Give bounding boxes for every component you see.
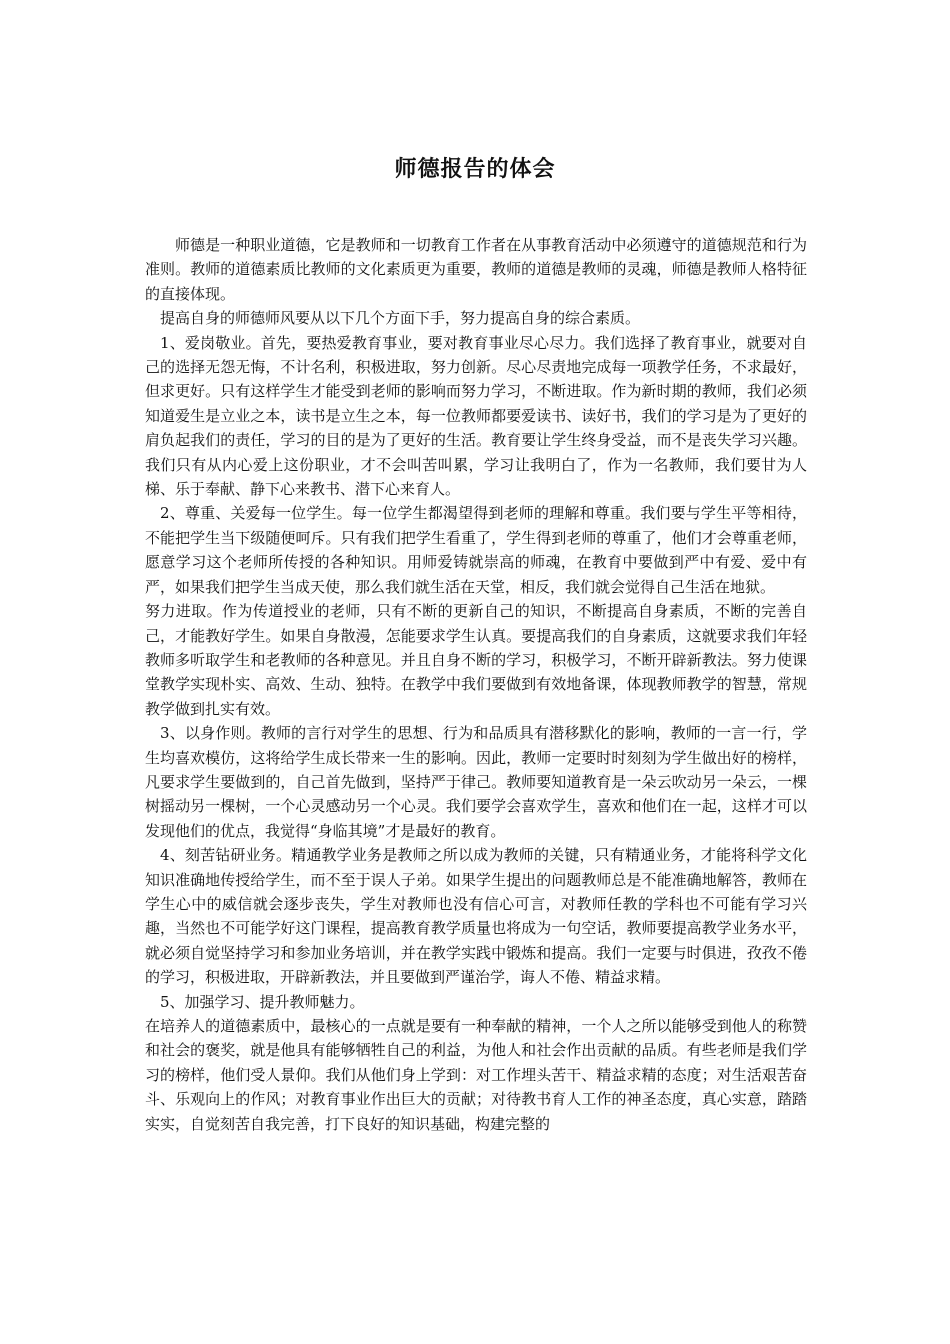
paragraph-point-5-heading: 5、加强学习、提升教师魅力。 bbox=[160, 992, 365, 1011]
paragraph-point-1: 1、爱岗敬业。首先，要热爱教育事业，要对教育事业尽心尽力。我们选择了教育事业，就要对自己的选择无怨无悔，不计名利，积极进取，努力创新。尽心尽责地完成每一项教学任务，不求最好，但求更好。只有这样学生才能受到老师的影响而努力学习，不断进取。作为新时期的教师，我们必须知道爱生是立业之本，读书是立生之本，每一位教师都要爱读书、读好书，我们的学习是为了更好的肩负起我们的责任，学习的目的是为了更好的生活。教育要让学生终身受益，而不是丧失学习兴趣。我们只有从内心爱上这份职业，才不会叫苦叫累，学习让我明白了，作为一名教师，我们要甘为人梯、乐于奉献、静下心来教书、潜下心来育人。 bbox=[145, 333, 807, 499]
paragraph-point-4: 4、刻苦钻研业务。精通教学业务是教师之所以成为教师的关键，只有精通业务，才能将科学文化知识准确地传授给学生，而不至于误人子弟。如果学生提出的问题教师总是不能准确地解答，教师在学生心中的威信就会逐步丧失，学生对教师也没有信心可言，对教师任教的学科也不可能有学习兴趣，当然也不可能学好这门课程，提高教育教学质量也将成为一句空话，教师要提高教学业务水平，就必须自觉坚持学习和参加业务培训，并在教学实践中锻炼和提高。我们一定要与时俱进，孜孜不倦的学习，积极进取，开辟新教法，并且要做到严谨治学，诲人不倦、精益求精。 bbox=[145, 846, 807, 987]
paragraph-point-3: 3、以身作则。教师的言行对学生的思想、行为和品质具有潜移默化的影响，教师的一言一行，学生均喜欢模仿，这将给学生成长带来一生的影响。因此，教师一定要时时刻刻为学生做出好的榜样，凡要求学生要做到的，自己首先做到，坚持严于律己。教师要知道教育是一朵云吹动另一朵云，一棵树摇动另一棵树，一个心灵感动另一个心灵。我们要学会喜欢学生，喜欢和他们在一起，这样才可以发现他们的优点，我觉得“身临其境”才是最好的教育。 bbox=[145, 724, 807, 840]
paragraph-overview: 提高自身的师德师风要从以下几个方面下手，努力提高自身的综合素质。 bbox=[160, 309, 641, 328]
paragraph-intro: 师德是一种职业道德，它是教师和一切教育工作者在从事教育活动中必须遵守的道德规范和行为准则。教师的道德素质比教师的文化素质更为重要，教师的道德是教师的灵魂，师德是教师人格特征的直接体现。 bbox=[145, 236, 807, 303]
document-title: 师德报告的体会 bbox=[394, 157, 556, 182]
document-body bbox=[145, 233, 807, 1136]
paragraph-point-2: 2、尊重、关爱每一位学生。每一位学生都渴望得到老师的理解和尊重。我们要与学生平等相待，不能把学生当下级随便呵斥。只有我们把学生看重了，学生得到老师的尊重了，他们才会尊重老师，愿意学习这个老师所传授的各种知识。用师爱铸就崇高的师魂，在教育中要做到严中有爱、爱中有严，如果我们把学生当成天使，那么我们就生活在天堂，相反，我们就会觉得自己生活在地狱。 bbox=[145, 504, 807, 596]
paragraph-dedication: 在培养人的道德素质中，最核心的一点就是要有一种奉献的精神，一个人之所以能够受到他人的称赞和社会的褒奖，就是他具有能够牺牲自己的利益，为他人和社会作出贡献的品质。有些老师是我们学习的榜样，他们受人景仰。我们从他们身上学到：对工作埋头苦干、精益求精的态度；对生活艰苦奋斗、乐观向上的作风；对教育事业作出巨大的贡献；对待教书育人工作的神圣态度，真心实意，踏踏实实，自觉刻苦自我完善，打下良好的知识基础，构建完整的 bbox=[145, 1017, 807, 1133]
paragraph-effort: 努力进取。作为传道授业的老师，只有不断的更新自己的知识，不断提高自身素质，不断的完善自己，才能教好学生。如果自身散漫，怎能要求学生认真。要提高我们的自身素质，这就要求我们年轻教师多听取学生和老教师的各种意见。并且自身不断的学习，积极学习，不断开辟新教法。努力使课堂教学实现朴实、高效、生动、独特。在教学中我们要做到有效地备课，体现教师教学的智慧，常规教学做到扎实有效。 bbox=[145, 602, 807, 718]
